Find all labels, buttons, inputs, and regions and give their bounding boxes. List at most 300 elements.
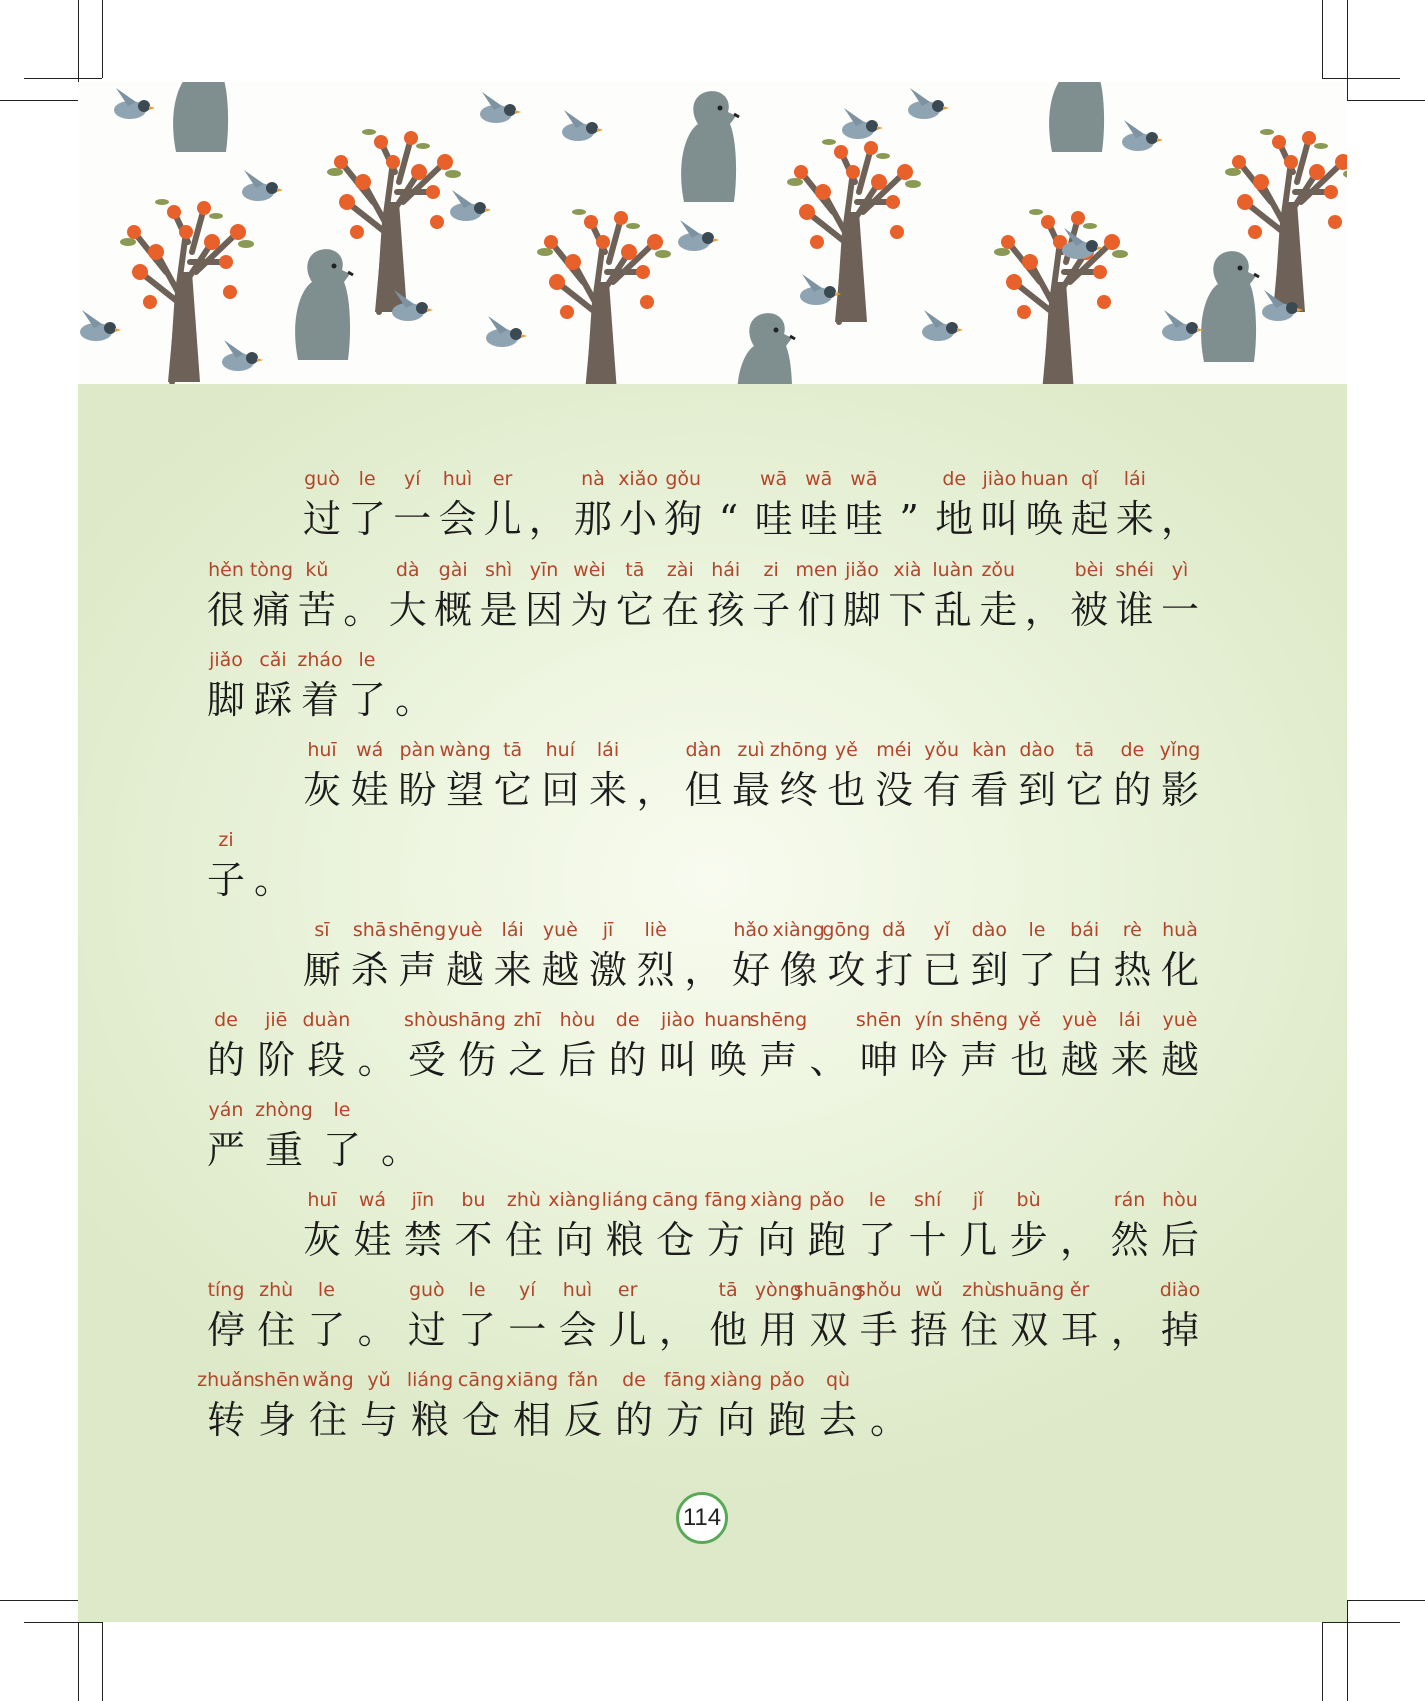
hanzi: 来 — [493, 948, 532, 992]
hanzi: 仓 — [461, 1398, 500, 1442]
hanzi: 然 — [1110, 1218, 1149, 1262]
hanzi: 了 — [1017, 948, 1056, 992]
hanzi: ， — [1110, 1308, 1149, 1352]
hanzi: ， — [1160, 497, 1199, 541]
pinyin: tā — [718, 1279, 738, 1301]
pinyin: gài — [438, 559, 468, 581]
crop-mark — [1347, 0, 1348, 100]
hanzi: ， — [528, 497, 567, 541]
pinyin: shí — [914, 1189, 942, 1211]
hanzi: 后 — [558, 1038, 597, 1082]
hanzi: 的 — [608, 1038, 647, 1082]
pinyin: shēng — [388, 919, 447, 941]
pinyin: guò — [408, 1279, 445, 1301]
pinyin: zhù — [259, 1279, 294, 1301]
crop-mark — [1322, 78, 1400, 79]
pinyin: jiào — [660, 1009, 695, 1031]
hanzi: 脚 — [206, 678, 245, 722]
hanzi: 向 — [757, 1218, 796, 1262]
pinyin — [1138, 464, 1222, 494]
hanzi: 身 — [257, 1398, 296, 1442]
pinyin: yuè — [542, 919, 578, 941]
pinyin: shēn — [855, 1009, 902, 1031]
pinyin: xiàng — [548, 1189, 601, 1211]
hanzi: 子 — [752, 588, 791, 632]
crop-mark — [1347, 1600, 1348, 1701]
pinyin: le — [358, 649, 376, 671]
pinyin: jǐ — [972, 1189, 984, 1211]
pinyin: hòu — [559, 1009, 596, 1031]
hanzi: 的 — [614, 1398, 653, 1442]
hanzi: 跑 — [807, 1218, 846, 1262]
hanzi: 双 — [1010, 1308, 1049, 1352]
hanzi: 向 — [555, 1218, 594, 1262]
pinyin: liè — [644, 919, 667, 941]
hanzi: 。 — [357, 1038, 396, 1082]
pinyin: wā — [850, 468, 878, 490]
pinyin: xiàng — [709, 1369, 763, 1391]
pinyin: yuè — [1162, 1009, 1198, 1031]
pinyin: shuāng — [994, 1279, 1065, 1301]
hanzi: 一 — [1160, 588, 1199, 632]
pinyin: zuì — [737, 739, 765, 761]
pinyin: xiàng — [750, 1189, 803, 1211]
hanzi: 会 — [438, 497, 477, 541]
pinyin: shāng — [448, 1009, 506, 1031]
pinyin: jīn — [411, 1189, 435, 1211]
bird-icon — [842, 108, 883, 139]
pinyin: lái — [1123, 468, 1146, 490]
hanzi: 激 — [588, 948, 627, 992]
hanzi: 盼 — [398, 768, 437, 812]
dog-icon — [173, 82, 231, 152]
pinyin: zhōng — [769, 739, 828, 761]
hanzi: 看 — [970, 768, 1009, 812]
pinyin: tā — [625, 559, 645, 581]
hanzi: 他 — [709, 1308, 748, 1352]
pinyin: zǒu — [981, 559, 1016, 581]
bird-icon — [114, 88, 155, 119]
hanzi: 灰 — [302, 768, 341, 812]
pinyin: shuāng — [793, 1279, 864, 1301]
crop-mark — [0, 100, 78, 101]
pinyin: guò — [304, 468, 340, 490]
bird-icon — [486, 316, 527, 347]
pinyin: le — [358, 468, 376, 490]
hanzi: 哇 — [754, 497, 793, 541]
hanzi: 灰 — [302, 1218, 341, 1262]
pinyin: huan — [704, 1009, 752, 1031]
hanzi: 反 — [563, 1398, 602, 1442]
hanzi: 那 — [573, 497, 612, 541]
dog-icon — [295, 249, 353, 360]
hanzi: 用 — [759, 1308, 798, 1352]
pinyin: yòng — [754, 1279, 802, 1301]
crop-mark — [24, 1622, 102, 1623]
hanzi: 像 — [779, 948, 818, 992]
hanzi: 起 — [1070, 497, 1109, 541]
hanzi: 它 — [493, 768, 532, 812]
hanzi: 。 — [394, 678, 433, 722]
pinyin: shā — [352, 919, 387, 941]
pinyin: yuè — [1062, 1009, 1098, 1031]
pinyin: xià — [893, 559, 922, 581]
pinyin: yí — [518, 1279, 536, 1301]
pinyin: dà — [395, 559, 420, 581]
hanzi: 往 — [308, 1398, 347, 1442]
pinyin: xiǎo — [618, 468, 658, 490]
pinyin: shēng — [950, 1009, 1009, 1031]
hanzi: 好 — [731, 948, 770, 992]
hanzi: ， — [684, 948, 723, 992]
pinyin: zhù — [506, 1189, 541, 1211]
hanzi: 不 — [454, 1218, 493, 1262]
hanzi: 来 — [1110, 1038, 1149, 1082]
pinyin: cāng — [457, 1369, 505, 1391]
hanzi: 段 — [307, 1038, 346, 1082]
pinyin: lái — [1118, 1009, 1141, 1031]
pinyin: yǒu — [924, 739, 960, 761]
pinyin: gǒu — [665, 468, 702, 490]
hanzi: 在 — [661, 588, 700, 632]
pinyin: er — [492, 468, 513, 490]
hanzi: 声 — [759, 1038, 798, 1082]
hanzi: 但 — [684, 768, 723, 812]
hanzi: 厮 — [302, 948, 341, 992]
pinyin: le — [1028, 919, 1046, 941]
hanzi: 有 — [922, 768, 961, 812]
pinyin: men — [795, 559, 838, 581]
hanzi: 到 — [970, 948, 1009, 992]
pinyin: tíng — [207, 1279, 245, 1301]
hanzi: 了 — [322, 1128, 361, 1172]
pinyin: zhī — [513, 1009, 541, 1031]
hanzi: 双 — [809, 1308, 848, 1352]
pinyin: rè — [1122, 919, 1142, 941]
hanzi: 捂 — [909, 1308, 948, 1352]
hanzi: 走 — [979, 588, 1018, 632]
hanzi: 苦 — [297, 588, 336, 632]
hanzi: 越 — [1060, 1038, 1099, 1082]
pinyin: cǎi — [259, 649, 287, 671]
hanzi: ， — [1060, 1218, 1099, 1262]
pinyin: jiē — [265, 1009, 288, 1031]
hanzi: 概 — [434, 588, 473, 632]
hanzi: 叫 — [658, 1038, 697, 1082]
pinyin: zi — [763, 559, 779, 581]
pinyin: lái — [501, 919, 524, 941]
pinyin: wā — [759, 468, 788, 490]
hanzi: 它 — [615, 588, 654, 632]
pinyin: cāng — [652, 1189, 699, 1211]
hanzi: “ — [718, 497, 739, 541]
hanzi: 手 — [859, 1308, 898, 1352]
illustration-banner — [78, 82, 1347, 384]
pinyin: yǐ — [933, 919, 950, 941]
pinyin: yán — [208, 1099, 244, 1121]
hanzi: 来 — [1115, 497, 1154, 541]
hanzi: 是 — [479, 588, 518, 632]
pinyin: le — [468, 1279, 486, 1301]
bird-icon — [80, 310, 121, 341]
hanzi: 们 — [797, 588, 836, 632]
hanzi: 杀 — [350, 948, 389, 992]
pinyin: wàng — [439, 739, 491, 761]
hanzi: 儿 — [608, 1308, 647, 1352]
crop-mark — [102, 0, 103, 78]
pinyin: huà — [1162, 919, 1198, 941]
hanzi: 过 — [407, 1308, 446, 1352]
hanzi: 。 — [253, 858, 292, 902]
hanzi: 越 — [1160, 1038, 1199, 1082]
pinyin: yí — [404, 468, 421, 490]
pinyin: jiǎo — [209, 649, 243, 671]
pinyin: wá — [356, 739, 384, 761]
hanzi: ， — [636, 768, 675, 812]
hanzi: 、 — [809, 1038, 848, 1082]
pinyin: zhù — [962, 1279, 997, 1301]
hanzi: 掉 — [1160, 1308, 1199, 1352]
hanzi: 声 — [398, 948, 437, 992]
pinyin: hěn — [208, 559, 244, 581]
hanzi: 唤 — [1025, 497, 1064, 541]
pinyin: huī — [307, 739, 337, 761]
pinyin: shì — [484, 559, 513, 581]
bird-icon — [800, 274, 841, 305]
hanzi: 大 — [388, 588, 427, 632]
crop-mark — [24, 78, 102, 79]
hanzi: 脚 — [842, 588, 881, 632]
hanzi: 。 — [380, 1128, 419, 1172]
pinyin: er — [617, 1279, 638, 1301]
crop-mark — [1347, 1600, 1425, 1601]
bird-icon — [1122, 120, 1163, 151]
pinyin: liáng — [406, 1369, 454, 1391]
hanzi: 重 — [264, 1128, 303, 1172]
pinyin — [372, 645, 456, 675]
hanzi: 阶 — [257, 1038, 296, 1082]
pinyin: rán — [1113, 1189, 1146, 1211]
pinyin: shǒu — [855, 1279, 902, 1301]
pinyin: ěr — [1069, 1279, 1090, 1301]
pinyin — [847, 1365, 931, 1395]
pinyin: dào — [1019, 739, 1055, 761]
hanzi: 声 — [960, 1038, 999, 1082]
hanzi: 了 — [347, 678, 386, 722]
pinyin: shòu — [404, 1009, 450, 1031]
hanzi: 禁 — [403, 1218, 442, 1262]
pinyin: pàn — [399, 739, 436, 761]
hanzi: 终 — [779, 768, 818, 812]
pinyin: yě — [834, 739, 858, 761]
hanzi: 望 — [445, 768, 484, 812]
pinyin: zhuǎn — [197, 1369, 255, 1391]
tree-icon — [327, 129, 461, 312]
hanzi: 孩 — [706, 588, 745, 632]
pinyin: le — [333, 1099, 351, 1121]
hanzi: 没 — [874, 768, 913, 812]
pinyin: kǔ — [305, 559, 329, 581]
hanzi: 方 — [706, 1218, 745, 1262]
pinyin: shēng — [749, 1009, 808, 1031]
hanzi: 伤 — [458, 1038, 497, 1082]
pinyin: yín — [914, 1009, 944, 1031]
hanzi: 地 — [935, 497, 974, 541]
pinyin: de — [622, 1369, 646, 1391]
bird-icon — [222, 340, 263, 371]
pinyin: zhòng — [255, 1099, 313, 1121]
pinyin: fǎn — [567, 1369, 599, 1391]
pinyin: le — [868, 1189, 886, 1211]
hanzi: 去 — [818, 1398, 857, 1442]
hanzi: 热 — [1113, 948, 1152, 992]
pinyin: kàn — [972, 739, 1007, 761]
hanzi: ， — [658, 1308, 697, 1352]
hanzi: 影 — [1160, 768, 1199, 812]
pinyin: zi — [218, 829, 234, 851]
hanzi: 来 — [588, 768, 627, 812]
pinyin: wá — [358, 1189, 387, 1211]
hanzi: ， — [1024, 588, 1063, 632]
pinyin: pǎo — [769, 1369, 805, 1391]
pinyin: bèi — [1074, 559, 1104, 581]
pinyin: bù — [1016, 1189, 1041, 1211]
hanzi: 呻 — [859, 1038, 898, 1082]
pinyin: de — [214, 1009, 238, 1031]
pinyin: xiàng — [772, 919, 825, 941]
hanzi: 很 — [206, 588, 245, 632]
hanzi: 哇 — [799, 497, 838, 541]
pinyin — [358, 1095, 442, 1125]
pinyin: shēn — [254, 1369, 300, 1391]
hanzi: 住 — [257, 1308, 296, 1352]
pinyin: méi — [876, 739, 912, 761]
hanzi: 了 — [307, 1308, 346, 1352]
pinyin: gōng — [822, 919, 871, 941]
hanzi: 的 — [206, 1038, 245, 1082]
pinyin: qù — [825, 1369, 851, 1391]
hanzi: 越 — [445, 948, 484, 992]
pinyin: hái — [711, 559, 741, 581]
pinyin: tòng — [249, 559, 294, 581]
pinyin: huan — [1020, 468, 1069, 490]
pinyin: fāng — [663, 1369, 707, 1391]
hanzi: 打 — [874, 948, 913, 992]
bird-icon — [562, 110, 603, 141]
pinyin: zài — [666, 559, 694, 581]
pinyin: nà — [581, 468, 605, 490]
pinyin: pǎo — [809, 1189, 845, 1211]
pinyin: wèi — [573, 559, 606, 581]
hanzi: 仓 — [656, 1218, 695, 1262]
pinyin: liáng — [601, 1189, 648, 1211]
dog-icon — [681, 91, 739, 202]
pinyin: jiào — [982, 468, 1017, 490]
pinyin: huí — [545, 739, 576, 761]
persimmon-tree-pattern — [78, 82, 1347, 384]
tree-icon — [994, 209, 1128, 384]
dog-icon — [1049, 82, 1107, 152]
pinyin: huì — [442, 468, 473, 490]
hanzi: 化 — [1160, 948, 1199, 992]
crop-mark — [1322, 0, 1323, 78]
pinyin: fāng — [704, 1189, 747, 1211]
bird-icon — [678, 220, 719, 251]
hanzi: 狗 — [664, 497, 703, 541]
page-number: 114 — [676, 1492, 728, 1544]
bird-icon — [908, 88, 949, 119]
pinyin: sī — [314, 919, 330, 941]
bird-icon — [242, 170, 283, 201]
hanzi: 了 — [458, 1308, 497, 1352]
hanzi: 后 — [1160, 1218, 1199, 1262]
pinyin: yě — [1017, 1009, 1041, 1031]
hanzi: 过 — [302, 497, 341, 541]
hanzi: 跑 — [767, 1398, 806, 1442]
hanzi: 被 — [1070, 588, 1109, 632]
pinyin: diào — [1159, 1279, 1201, 1301]
hanzi: 相 — [512, 1398, 551, 1442]
pinyin: bái — [1070, 919, 1100, 941]
hanzi: 的 — [1113, 768, 1152, 812]
pinyin: lái — [596, 739, 620, 761]
pinyin: dàn — [685, 739, 722, 761]
crop-mark — [1347, 100, 1425, 101]
hanzi: 回 — [541, 768, 580, 812]
pinyin: bu — [461, 1189, 486, 1211]
hanzi: 步 — [1009, 1218, 1048, 1262]
pinyin: qǐ — [1081, 468, 1099, 490]
hanzi: 踩 — [253, 678, 292, 722]
pinyin — [231, 825, 315, 855]
crop-mark — [1322, 1622, 1400, 1623]
pinyin: hǎo — [733, 919, 769, 941]
pinyin: xiāng — [505, 1369, 559, 1391]
hanzi: 。 — [343, 588, 382, 632]
hanzi: 痛 — [252, 588, 291, 632]
hanzi: 娃 — [353, 1218, 392, 1262]
bird-icon — [1162, 310, 1203, 341]
hanzi: 子 — [206, 858, 245, 902]
pinyin: de — [1120, 739, 1145, 761]
hanzi: 粮 — [410, 1398, 449, 1442]
hanzi: 攻 — [827, 948, 866, 992]
hanzi: 耳 — [1060, 1308, 1099, 1352]
hanzi: 谁 — [1115, 588, 1154, 632]
hanzi: 停 — [206, 1308, 245, 1352]
bird-icon — [480, 92, 521, 123]
pinyin: luàn — [932, 559, 974, 581]
hanzi: 烈 — [636, 948, 675, 992]
hanzi: 一 — [508, 1308, 547, 1352]
hanzi: 向 — [716, 1398, 755, 1442]
pinyin: yǐng — [1159, 739, 1201, 761]
hanzi: 它 — [1065, 768, 1104, 812]
pinyin: tā — [503, 739, 523, 761]
hanzi: 着 — [300, 678, 339, 722]
hanzi: 吟 — [909, 1038, 948, 1082]
hanzi: 也 — [1010, 1038, 1049, 1082]
hanzi: 因 — [524, 588, 563, 632]
bird-icon — [392, 290, 433, 321]
hanzi: 最 — [731, 768, 770, 812]
crop-mark — [1322, 1622, 1323, 1701]
hanzi: 了 — [858, 1218, 897, 1262]
hanzi: 与 — [359, 1398, 398, 1442]
pinyin: de — [615, 1009, 640, 1031]
hanzi: 严 — [206, 1128, 245, 1172]
hanzi: 。 — [869, 1398, 908, 1442]
